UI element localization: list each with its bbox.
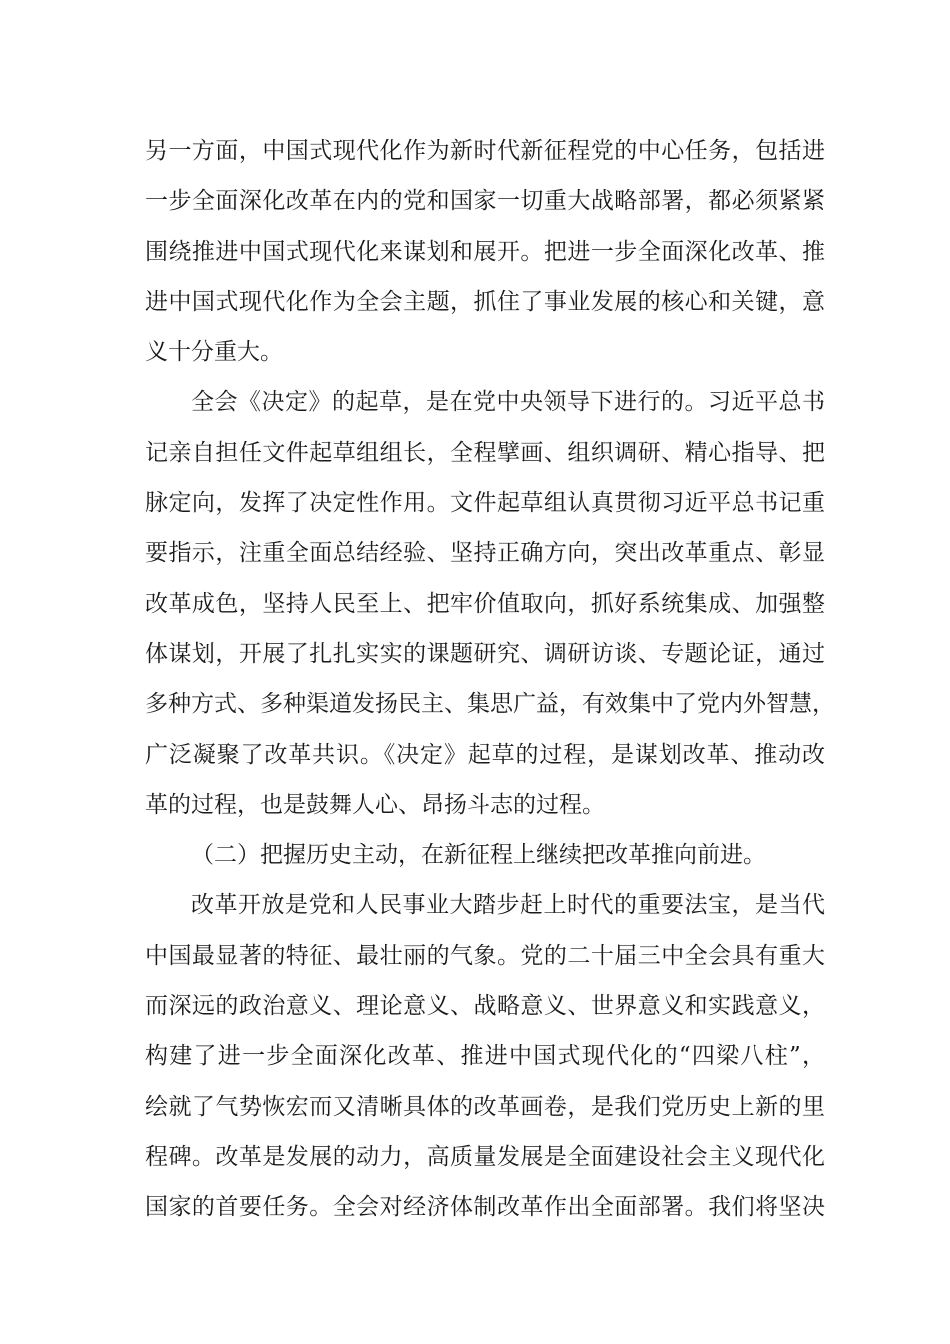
- text-line: 脉定向，发挥了决定性作用。文件起草组认真贯彻习近平总书记重: [145, 490, 825, 517]
- section-heading: （二）把握历史主动，在新征程上继续把改革推向前进。: [191, 842, 766, 869]
- document-body: [145, 126, 835, 1233]
- text-line: 程碑。改革是发展的动力，高质量发展是全面建设社会主义现代化: [145, 1143, 825, 1170]
- text-line: 全会《决定》的起草，是在党中央领导下进行的。习近平总书: [191, 389, 825, 416]
- text-line: 义十分重大。: [145, 339, 283, 366]
- text-line: 多种方式、多种渠道发扬民主、集思广益，有效集中了党内外智慧，: [145, 691, 835, 718]
- text-line: 构建了进一步全面深化改革、推进中国式现代化的“四梁八柱”，: [145, 1043, 825, 1070]
- text-line: 广泛凝聚了改革共识。《决定》起草的过程，是谋划改革、推动改: [145, 741, 825, 768]
- text-line: 改革开放是党和人民事业大踏步赶上时代的重要法宝，是当代: [191, 892, 825, 919]
- text-line: 国家的首要任务。全会对经济体制改革作出全面部署。我们将坚决: [145, 1194, 825, 1221]
- text-line: 进中国式现代化作为全会主题，抓住了事业发展的核心和关键，意: [145, 288, 825, 315]
- text-line: 革的过程，也是鼓舞人心、昂扬斗志的过程。: [145, 791, 605, 818]
- text-line: 一步全面深化改革在内的党和国家一切重大战略部署，都必须紧紧: [145, 188, 825, 215]
- text-line: 改革成色，坚持人民至上、把牢价值取向，抓好系统集成、加强整: [145, 590, 825, 617]
- text-line: 绘就了气势恢宏而又清晰具体的改革画卷，是我们党历史上新的里: [145, 1093, 825, 1120]
- text-line: 中国最显著的特征、最壮丽的气象。党的二十届三中全会具有重大: [145, 942, 825, 969]
- text-line: 要指示，注重全面总结经验、坚持正确方向，突出改革重点、彰显: [145, 540, 825, 567]
- text-line: 围绕推进中国式现代化来谋划和展开。把进一步全面深化改革、推: [145, 238, 825, 265]
- text-line: 体谋划，开展了扎扎实实的课题研究、调研访谈、专题论证，通过: [145, 640, 825, 667]
- text-line: 另一方面，中国式现代化作为新时代新征程党的中心任务，包括进: [145, 138, 825, 164]
- text-line: 记亲自担任文件起草组组长，全程擘画、组织调研、精心指导、把: [145, 439, 825, 466]
- text-line: 而深远的政治意义、理论意义、战略意义、世界意义和实践意义，: [145, 993, 825, 1020]
